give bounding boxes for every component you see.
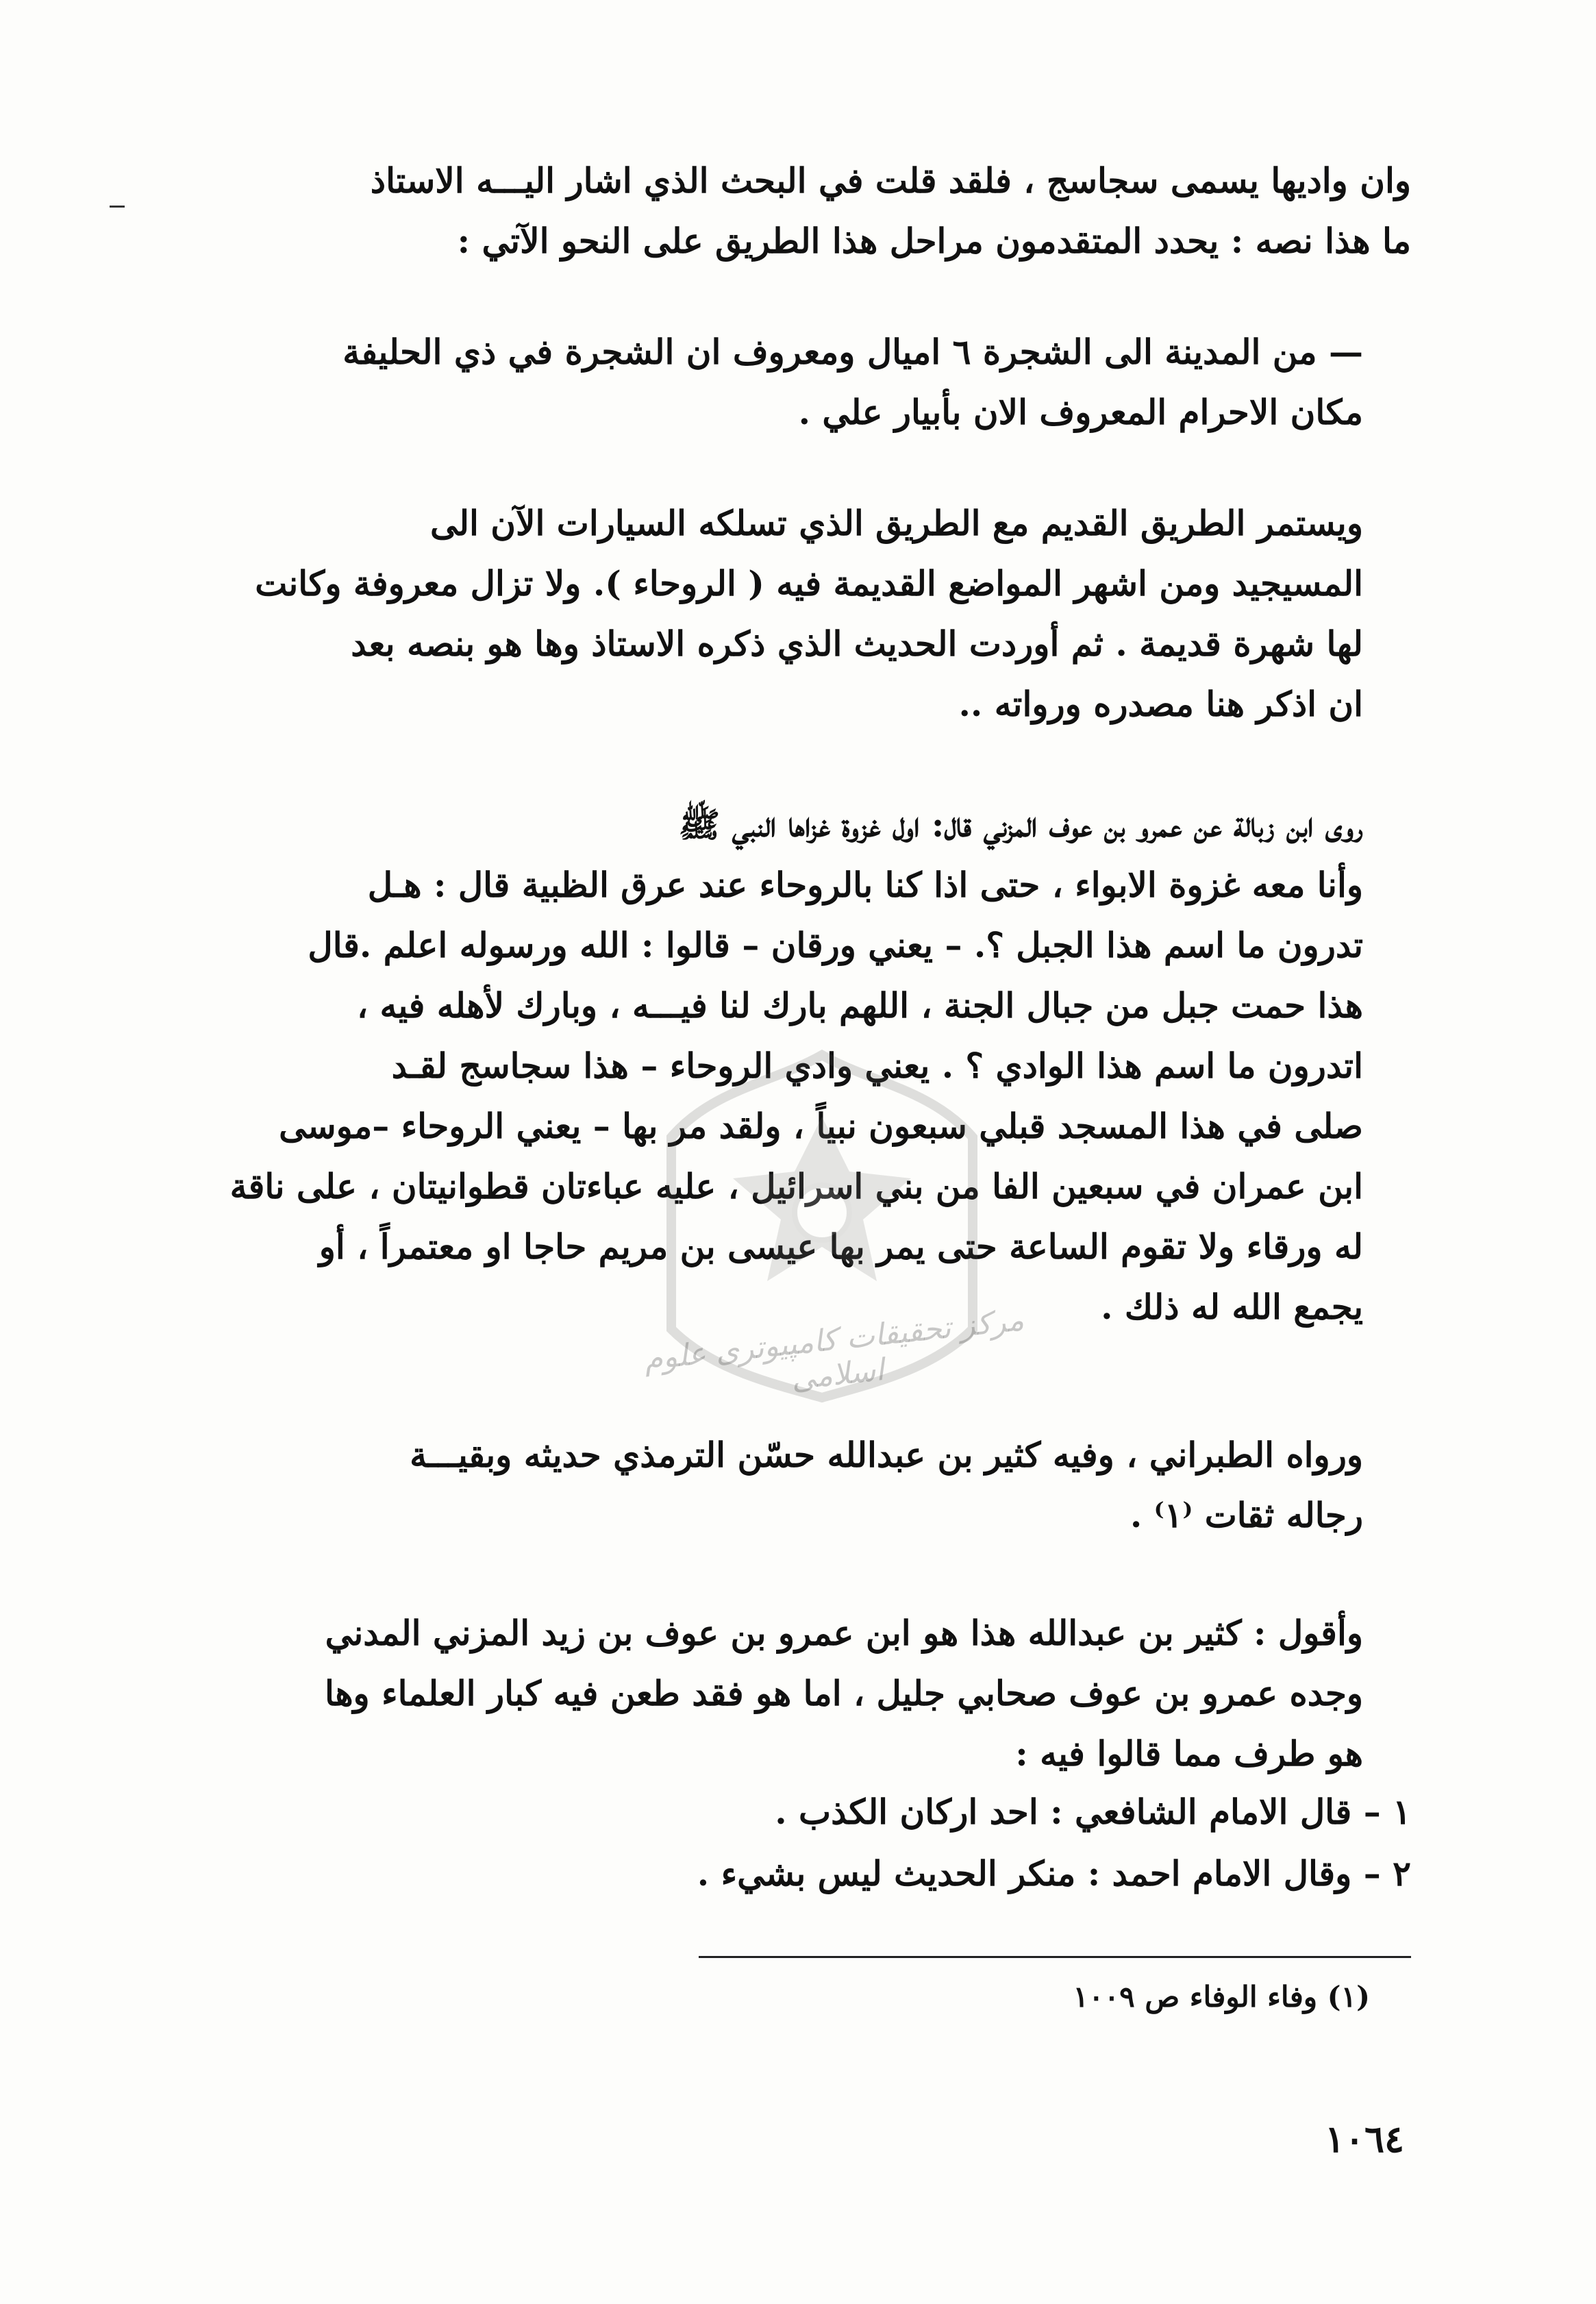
footnote: (١) وفاء الوفاء ص ١٠٠٩ (1073, 1980, 1370, 2014)
page-number: ١٠٦٤ (1324, 2117, 1404, 2161)
text-line: هذا حمت جبل من جبال الجنة ، اللهم بارك لنا فيـــه ، وبارك لأهله فيه ، (357, 985, 1363, 1026)
text-line: اتدرون ما اسم هذا الوادي ؟ . يعني وادي الروحاء – هذا سجاسج لقـد (391, 1045, 1363, 1086)
watermark-text: مرکز تحقیقات کامپیوتری علوم اسلامی (642, 1302, 1026, 1397)
footnote-divider (699, 1956, 1411, 1958)
list-item: ١ – قال الامام الشافعي : احد اركان الكذب . (775, 1792, 1411, 1832)
text-line: وان واديها يسمى سجاسج ، فلقد قلت في البحث الذي اشار اليـــه الاستاذ (370, 160, 1411, 201)
text-line: تدرون ما اسم هذا الجبل ؟. – يعني ورقان – قالوا : الله ورسوله اعلم .قال (308, 925, 1363, 965)
paragraph-2 (205, 322, 1411, 443)
text-line: مكان الاحرام المعروف الان بأبيار علي . (798, 392, 1363, 432)
margin-mark (110, 206, 125, 208)
list-item: ٢ – وقال الامام احمد : منكر الحديث ليس بشيء . (697, 1853, 1411, 1894)
text-line: صلى في هذا المسجد قبلي سبعون نبياً ، ولقد مر بها – يعني الروحاء –موسى (279, 1106, 1363, 1146)
text-line: وأقول : كثير بن عبدالله هذا هو ابن عمرو بن عوف بن زيد المزني المدني (325, 1613, 1363, 1653)
text-line: ابن عمران في سبعين الفا من بني اسرائيل ، عليه عباءتان قطوانيتان ، على ناقة (229, 1166, 1363, 1206)
text-line: روى ابن زبالة عن عمرو بن عوف المزني قال: اول غزوة غزاها النبي ﷺ (678, 804, 1363, 845)
text-line: هو طرف مما قالوا فيه : (1015, 1733, 1363, 1774)
text-line: — من المدينة الى الشجرة ٦ اميال ومعروف ان الشجرة في ذي الحليفة (342, 332, 1363, 372)
paragraph-3 (205, 493, 1411, 734)
text-line: يجمع الله له ذلك . (1101, 1287, 1363, 1327)
paragraph-6 (205, 1603, 1411, 1784)
paragraph-5 (205, 1425, 1411, 1546)
text-line: ما هذا نصه : يحدد المتقدمون مراحل هذا الطريق على النحو الآتي : (457, 221, 1411, 261)
text-line: ورواه الطبراني ، وفيه كثير بن عبدالله حسّن الترمذي حديثه وبقيـــة (410, 1435, 1363, 1475)
text-line: لها شهرة قديمة . ثم أوردت الحديث الذي ذكره الاستاذ وها هو بنصه بعد (351, 623, 1363, 664)
text-line: ويستمر الطريق القديم مع الطريق الذي تسلكه السيارات الآن الى (430, 503, 1363, 543)
text-line: المسيجيد ومن اشهر المواضع القديمة فيه ( الروحاء ). ولا تزال معروفة وكانت (255, 563, 1363, 604)
numbered-list (315, 1781, 1411, 1905)
text-line: له ورقاء ولا تقوم الساعة حتى يمر بها عيسى بن مريم حاجا او معتمراً ، أو (319, 1226, 1363, 1267)
text-line: وأنا معه غزوة الابواء ، حتى اذا كنا بالروحاء عند عرق الظبية قال : هـل (367, 865, 1363, 905)
text-line: رجاله ثقات ⁽١⁾ . (1130, 1495, 1363, 1535)
paragraph-1 (205, 151, 1411, 271)
paragraph-4-hadith (205, 795, 1411, 1337)
text-line: ان اذكر هنا مصدره ورواته .. (958, 684, 1363, 724)
text-line: وجده عمرو بن عوف صحابي جليل ، اما هو فقد طعن فيه كبار العلماء وها (324, 1673, 1363, 1713)
